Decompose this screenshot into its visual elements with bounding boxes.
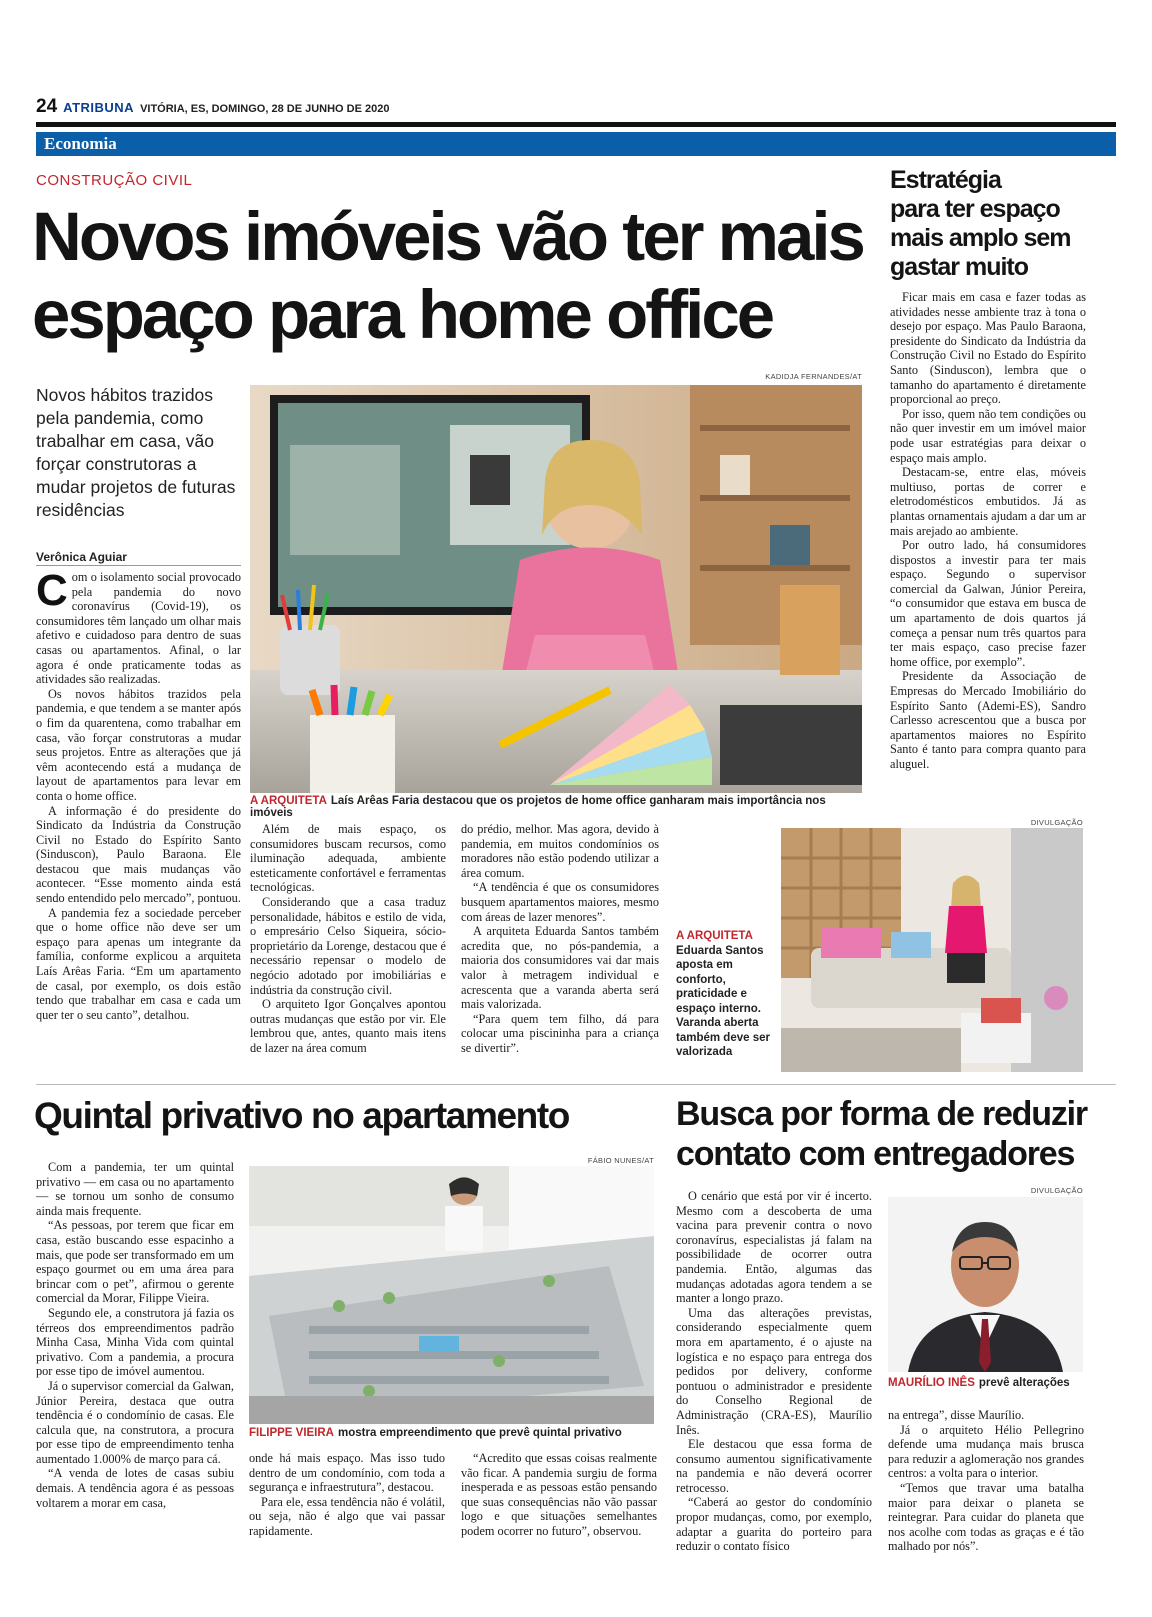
busca-column-2 [888,1408,1084,1554]
article-paragraph: “Caberá ao gestor do condomínio propor mudanças, como, por exemplo, adaptar a guarita do porteiro para reduzir o contato físico [676,1495,872,1554]
article-paragraph: Ele destacou que essa forma de consumo aumentou significativamente na pandemia e não deverá ocorrer retrocesso. [676,1437,872,1495]
deck: Novos hábitos trazidos pela pandemia, como trabalhar em casa, vão forçar construtoras a mudar projetos de futuras residências [36,385,236,520]
article-paragraph: Para ele, essa tendência não é volátil, ou seja, não é algo que vai passar rapidamente. [249,1494,445,1538]
article-paragraph: O arquiteto Igor Gonçalves apontou outras mudanças que estão por vir. Ele lembrou que, antes, quanto mais itens de lazer na área comum [250,997,446,1055]
section-name: Economia [44,134,117,153]
busca-photo-caption [888,1377,1088,1389]
paper-name: ATRIBUNA [63,100,135,115]
busca-photo [888,1197,1083,1372]
photo2-credit: DIVULGAÇÃO [1030,818,1083,827]
sidebar-title [890,166,1090,282]
article-paragraph: Já o arquiteto Hélio Pellegrino defende uma mudança mais brusca para reduzir a aglomeração nos grandes centros: a volta para o interior. [888,1422,1084,1481]
photo2-caption [676,929,771,1060]
busca-photo-credit: DIVULGAÇÃO [1030,1186,1083,1195]
caption-lead: MAURÍLIO INÊS [888,1377,975,1389]
page-number: 24 [36,96,58,117]
quintal-column-1 [36,1160,234,1510]
section-divider [36,1084,1116,1085]
section-bar [36,132,1116,156]
main-photo [250,385,862,793]
busca-column-1 [676,1189,872,1554]
main-photo-caption [250,795,862,819]
article-paragraph: Uma das alterações previstas, considerando especialmente quem mora em apartamento, é o ajuste na logística e no espaço para entrega dos pedidos por delivery, conforme pontuou o administrador e presidente do Conselho Regional de Administração (CRA-ES), Maurílio Inês. [676,1305,872,1437]
drop-cap: C [36,566,68,615]
photo2 [781,828,1083,1072]
article-paragraph: A pandemia fez a sociedade perceber que o home office não deve ser um espaço para apenas um integrante da família, conforme explicou a arquiteta Laís Arêas Faria. “Em um apartamento de casal, por exemplo, os dois estão tendo que trabalhar em casa e cada um quer ter o seu canto”, detalhou. [36,905,241,1022]
article-column-1 [36,566,241,1022]
caption-text: mostra empreendimento que prevê quintal privativo [338,1427,622,1439]
edition-date: VITÓRIA, ES, DOMINGO, 28 DE JUNHO DE 2020 [140,103,390,115]
building-model-photo [249,1166,654,1424]
sidebar-text [890,290,1086,772]
article-paragraph: Considerando que a casa traduz personalidade, hábitos e estilo de vida, o empresário Celso Siqueira, sócio-proprietário da Lorenge, destacou que é necessário repensar o modelo de negócio adotado por imobiliárias e indústria da construção civil. [250,894,446,997]
caption-text: Laís Arêas Faria destacou que os projetos de home office ganharam mais importância nos imóveis [250,795,826,819]
article-paragraph: do prédio, melhor. Mas agora, devido à pandemia, em muitos condomínios os moradores não estão podendo utilizar a área comum. [461,822,659,880]
quintal-headline: Quintal privativo no apartamento [34,1095,569,1136]
article-paragraph: “As pessoas, por terem que ficar em casa, estão buscando esse espacinho a mais, que pode ser transformado em um espaço gourmet ou em uma área para brincar com o pet”, afirmou o gerente comercial da Morar, Filippe Vieira. [36,1218,234,1306]
article-paragraph: A arquiteta Eduarda Santos também acredita que, no pós-pandemia, a maioria dos consumidores vai dar mais valor à metragem individual e acrescenta que a varanda aberta será mais valorizada. [461,924,659,1012]
sidebar-paragraph: Presidente da Associação de Empresas do Mercado Imobiliário do Espírito Santo (Ademi-ES), Sandro Carlesso acrescentou que a busca por apartamentos maiores no Espírito Santo é tanto para compra quanto para aluguel. [890,669,1086,771]
photo-credit: KADIDJA FERNANDES/AT [765,372,862,381]
quintal-photo [249,1166,654,1424]
top-rule [36,122,1116,127]
sidebar-paragraph: Por outro lado, há consumidores dispostos a investir para ter mais espaço. Segundo o supervisor comercial da Galwan, Júnior Pereira, “o consumidor que estava em busca de um apartamento de dois quartos já começa a pensar num três quartos para ter mais espaço, caso precise fazer home office, por exemplo”. [890,538,1086,669]
sidebar-title-rest: para ter espaço mais amplo sem gastar muito [890,195,1071,281]
headline: Novos imóveis vão ter mais espaço para home office [32,198,863,353]
caption-text: prevê alterações [978,1377,1070,1389]
masthead [36,96,1116,118]
sidebar-paragraph: Destacam-se, entre elas, móveis multiuso, portas de correr e eletrodomésticos embutidos. Já as plantas ornamentais ajudam a dar um ar mais arejado ao ambiente. [890,465,1086,538]
article-paragraph: O cenário que está por vir é incerto. Mesmo com a descoberta de uma vacina para prevenir contra o novo coronavírus, especialistas já falam na possibilidade de ocorrer outra pandemia. Então, algumas das mudanças adotadas agora tendem a se manter a longo prazo. [676,1189,872,1306]
caption-text: Eduarda Santos aposta em conforto, praticidade e espaço interno. Varanda aberta também deve ser valorizada [676,944,770,1058]
article-column-3 [461,822,659,1056]
article-paragraph: Segundo ele, a construtora já fazia os térreos dos empreendimentos padrão Minha Casa, Minha Vida com quintal privativo. Com a pandemia, a procura por esse tipo de imóvel aumentou. [36,1305,234,1379]
quintal-column-3 [461,1451,657,1539]
article-paragraph: Além de mais espaço, os consumidores buscam recursos, como iluminação adequada, ambiente esteticamente confortável e ferramentas tecnológicas. [250,822,446,895]
sidebar-paragraph: Ficar mais em casa e fazer todas as atividades nesse ambiente traz à tona o desejo por espaço. Mas Paulo Baraona, presidente do Sindicato da Indústria da Construção Civil no Estado do Espírito Santo (Sinduscon), lembra que o tamanho do apartamento é diretamente proporcional ao preço. [890,290,1086,407]
article-paragraph: “Temos que travar uma batalha maior para deixar o planeta se reintegrar. Para cuidar do planeta que nos acolhe com todas as graças e é tão malhado por nós”. [888,1480,1084,1554]
architect-office-photo [250,385,862,793]
sidebar-title-line1: Estratégia [890,166,1001,194]
article-paragraph: “Acredito que essas coisas realmente vão ficar. A pandemia surgiu de forma inesperada e as pessoas estão pensando que suas consequências não vão passar logo e que situações semelhantes podem ocorrer no futuro”, observou. [461,1451,657,1538]
living-room-photo [781,828,1083,1072]
busca-headline: Busca por forma de reduzir contato com entregadores [676,1095,1087,1173]
sidebar-paragraph: Por isso, quem não tem condições ou não quer investir em um imóvel maior pode usar estratégias para deixar o espaço mais amplo. [890,406,1086,465]
article-paragraph: Com o isolamento social provocado pela pandemia do novo coronavírus (Covid-19), os consumidores têm lançado um olhar mais afetivo e cuidadoso para dentro de suas casas ou apartamentos. Afinal, o lar agora é onde praticamente todas as atividades são realizadas. [36,566,241,687]
article-column-2 [250,822,446,1056]
caption-lead: FILIPPE VIEIRA [249,1427,334,1439]
article-paragraph: “A venda de lotes de casas subiu demais. A tendência agora é as pessoas voltarem a morar em casa, [36,1466,234,1510]
caption-lead: A ARQUITETA [250,795,327,807]
caption-lead: A ARQUITETA [676,930,753,942]
byline: Verônica Aguiar [36,550,127,564]
article-paragraph: na entrega”, disse Maurílio. [888,1408,1025,1422]
article-paragraph: onde há mais espaço. Mas isso tudo dentro de um condomínio, com toda a segurança e infraestrutura”, destacou. [249,1451,445,1495]
article-paragraph: Com a pandemia, ter um quintal privativo — em casa ou no apartamento — se tornou um sonho de consumo ainda mais frequente. [36,1160,234,1218]
quintal-photo-credit: FÁBIO NUNES/AT [587,1156,654,1165]
quintal-column-2 [249,1451,445,1539]
article-paragraph: Os novos hábitos trazidos pela pandemia, e que tendem a se manter após o fim da quarentena, como trabalhar em casa, vão forçar construtoras a mudar seus projetos. Entre as alterações que já vêm acontecendo está a mudança de layout de apartamentos para levar em conta o home office. [36,686,241,803]
article-paragraph: A informação é do presidente do Sindicato da Indústria da Construção Civil no Estado do Espírito Santo (Sinduscon), Paulo Baraona. Ele destacou que mais mudanças vão acontecer. “Esse momento ainda está sendo entendido pelo mercado”, pontuou. [36,803,241,906]
portrait-photo [888,1197,1083,1372]
article-paragraph: “A tendência é que os consumidores busquem apartamentos maiores, mesmo com áreas de lazer menores”. [461,880,659,924]
quintal-photo-caption [249,1427,654,1439]
article-paragraph: “Para quem tem filho, dá para colocar uma piscininha para a criança se divertir”. [461,1011,659,1055]
kicker: CONSTRUÇÃO CIVIL [36,172,193,189]
article-paragraph: Já o supervisor comercial da Galwan, Júnior Pereira, destaca que outra tendência é o condomínio de casas. Ele calcula que, na construtora, a procura por esse tipo de empreendimento tenha aumentado 1.000% de março para cá. [36,1378,234,1466]
